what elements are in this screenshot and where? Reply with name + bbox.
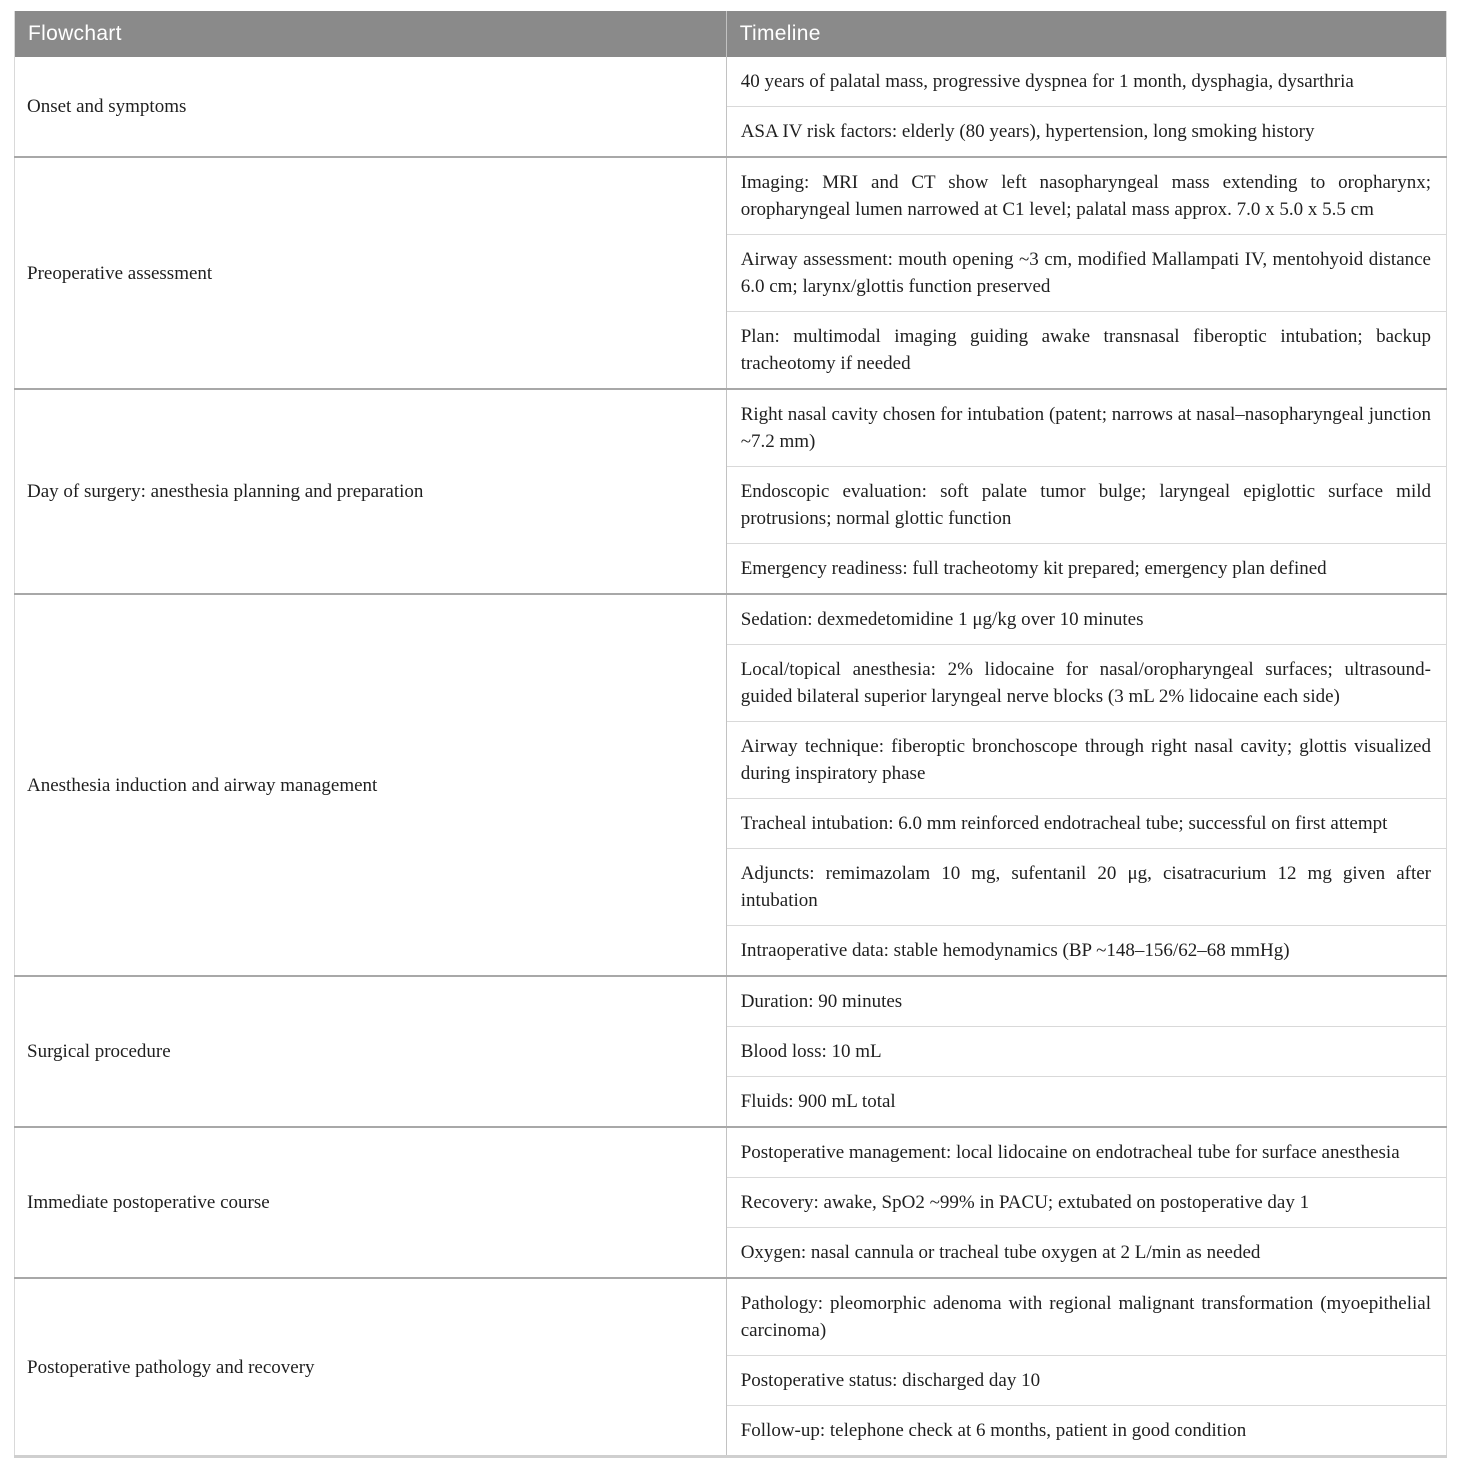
timeline-cell: Pathology: pleomorphic adenoma with regional malignant transformation (myoepithelial carcinoma) — [726, 1278, 1446, 1356]
timeline-cell: Endoscopic evaluation: soft palate tumor bulge; laryngeal epiglottic surface mild protrusions; normal glottic function — [726, 467, 1446, 544]
timeline-cell: Intraoperative data: stable hemodynamics (BP ~148–156/62–68 mmHg) — [726, 926, 1446, 977]
stage-cell: Preoperative assessment — [15, 157, 727, 389]
timeline-cell: Duration: 90 minutes — [726, 976, 1446, 1027]
timeline-cell: Imaging: MRI and CT show left nasopharyngeal mass extending to oropharynx; oropharyngeal lumen narrowed at C1 level; palatal mass approx. 7.0 x 5.0 x 5.5 cm — [726, 157, 1446, 235]
timeline-cell: Emergency readiness: full tracheotomy kit prepared; emergency plan defined — [726, 544, 1446, 595]
timeline-cell: Airway technique: fiberoptic bronchoscope through right nasal cavity; glottis visualized during inspiratory phase — [726, 722, 1446, 799]
timeline-cell: Postoperative management: local lidocaine on endotracheal tube for surface anesthesia — [726, 1127, 1446, 1178]
table-row — [15, 57, 1447, 107]
timeline-cell: Local/topical anesthesia: 2% lidocaine for nasal/oropharyngeal surfaces; ultrasound-guided bilateral superior laryngeal nerve blocks (3 mL 2% lidocaine each side) — [726, 645, 1446, 722]
timeline-cell: 40 years of palatal mass, progressive dyspnea for 1 month, dysphagia, dysarthria — [740, 71, 1354, 92]
timeline-cell: Sedation: dexmedetomidine 1 μg/kg over 10 minutes — [726, 594, 1446, 645]
column-header-timeline: Timeline — [726, 11, 1446, 57]
timeline-cell: Plan: multimodal imaging guiding awake transnasal fiberoptic intubation; backup tracheotomy if needed — [726, 312, 1446, 390]
timeline-cell: Fluids: 900 mL total — [726, 1077, 1446, 1128]
stage-cell: Day of surgery: anesthesia planning and preparation — [15, 389, 727, 594]
timeline-cell: Recovery: awake, SpO2 ~99% in PACU; extubated on postoperative day 1 — [726, 1178, 1446, 1228]
table-row — [15, 157, 1447, 235]
timeline-cell: Adjuncts: remimazolam 10 mg, sufentanil 20 μg, cisatracurium 12 mg given after intubation — [726, 849, 1446, 926]
timeline-cell: Postoperative status: discharged day 10 — [726, 1356, 1446, 1406]
timeline-cell: Tracheal intubation: 6.0 mm reinforced endotracheal tube; successful on first attempt — [726, 799, 1446, 849]
table-body — [15, 57, 1447, 1457]
timeline-cell: Right nasal cavity chosen for intubation (patent; narrows at nasal–nasopharyngeal junction ~7.2 mm) — [726, 389, 1446, 467]
table-row — [15, 1127, 1447, 1178]
table-row — [15, 389, 1447, 467]
timeline-cell: Follow-up: telephone check at 6 months, patient in good condition — [726, 1406, 1446, 1457]
table-row — [15, 1278, 1447, 1356]
table-header — [15, 11, 1447, 57]
table-row — [15, 594, 1447, 645]
case-timeline-table — [14, 11, 1447, 1458]
timeline-cell: Oxygen: nasal cannula or tracheal tube oxygen at 2 L/min as needed — [726, 1228, 1446, 1279]
stage-cell: Immediate postoperative course — [15, 1127, 727, 1278]
stage-cell: Onset and symptoms — [15, 57, 727, 157]
stage-cell: Surgical procedure — [15, 976, 727, 1127]
stage-cell: Anesthesia induction and airway management — [15, 594, 727, 976]
timeline-cell: Airway assessment: mouth opening ~3 cm, modified Mallampati IV, mentohyoid distance 6.0 cm; larynx/glottis function preserved — [726, 235, 1446, 312]
column-header-flowchart: Flowchart — [15, 11, 727, 57]
stage-cell: Postoperative pathology and recovery — [15, 1278, 727, 1457]
timeline-cell: ASA IV risk factors: elderly (80 years), hypertension, long smoking history — [726, 107, 1446, 158]
table-row — [15, 976, 1447, 1027]
timeline-cell: Blood loss: 10 mL — [726, 1027, 1446, 1077]
